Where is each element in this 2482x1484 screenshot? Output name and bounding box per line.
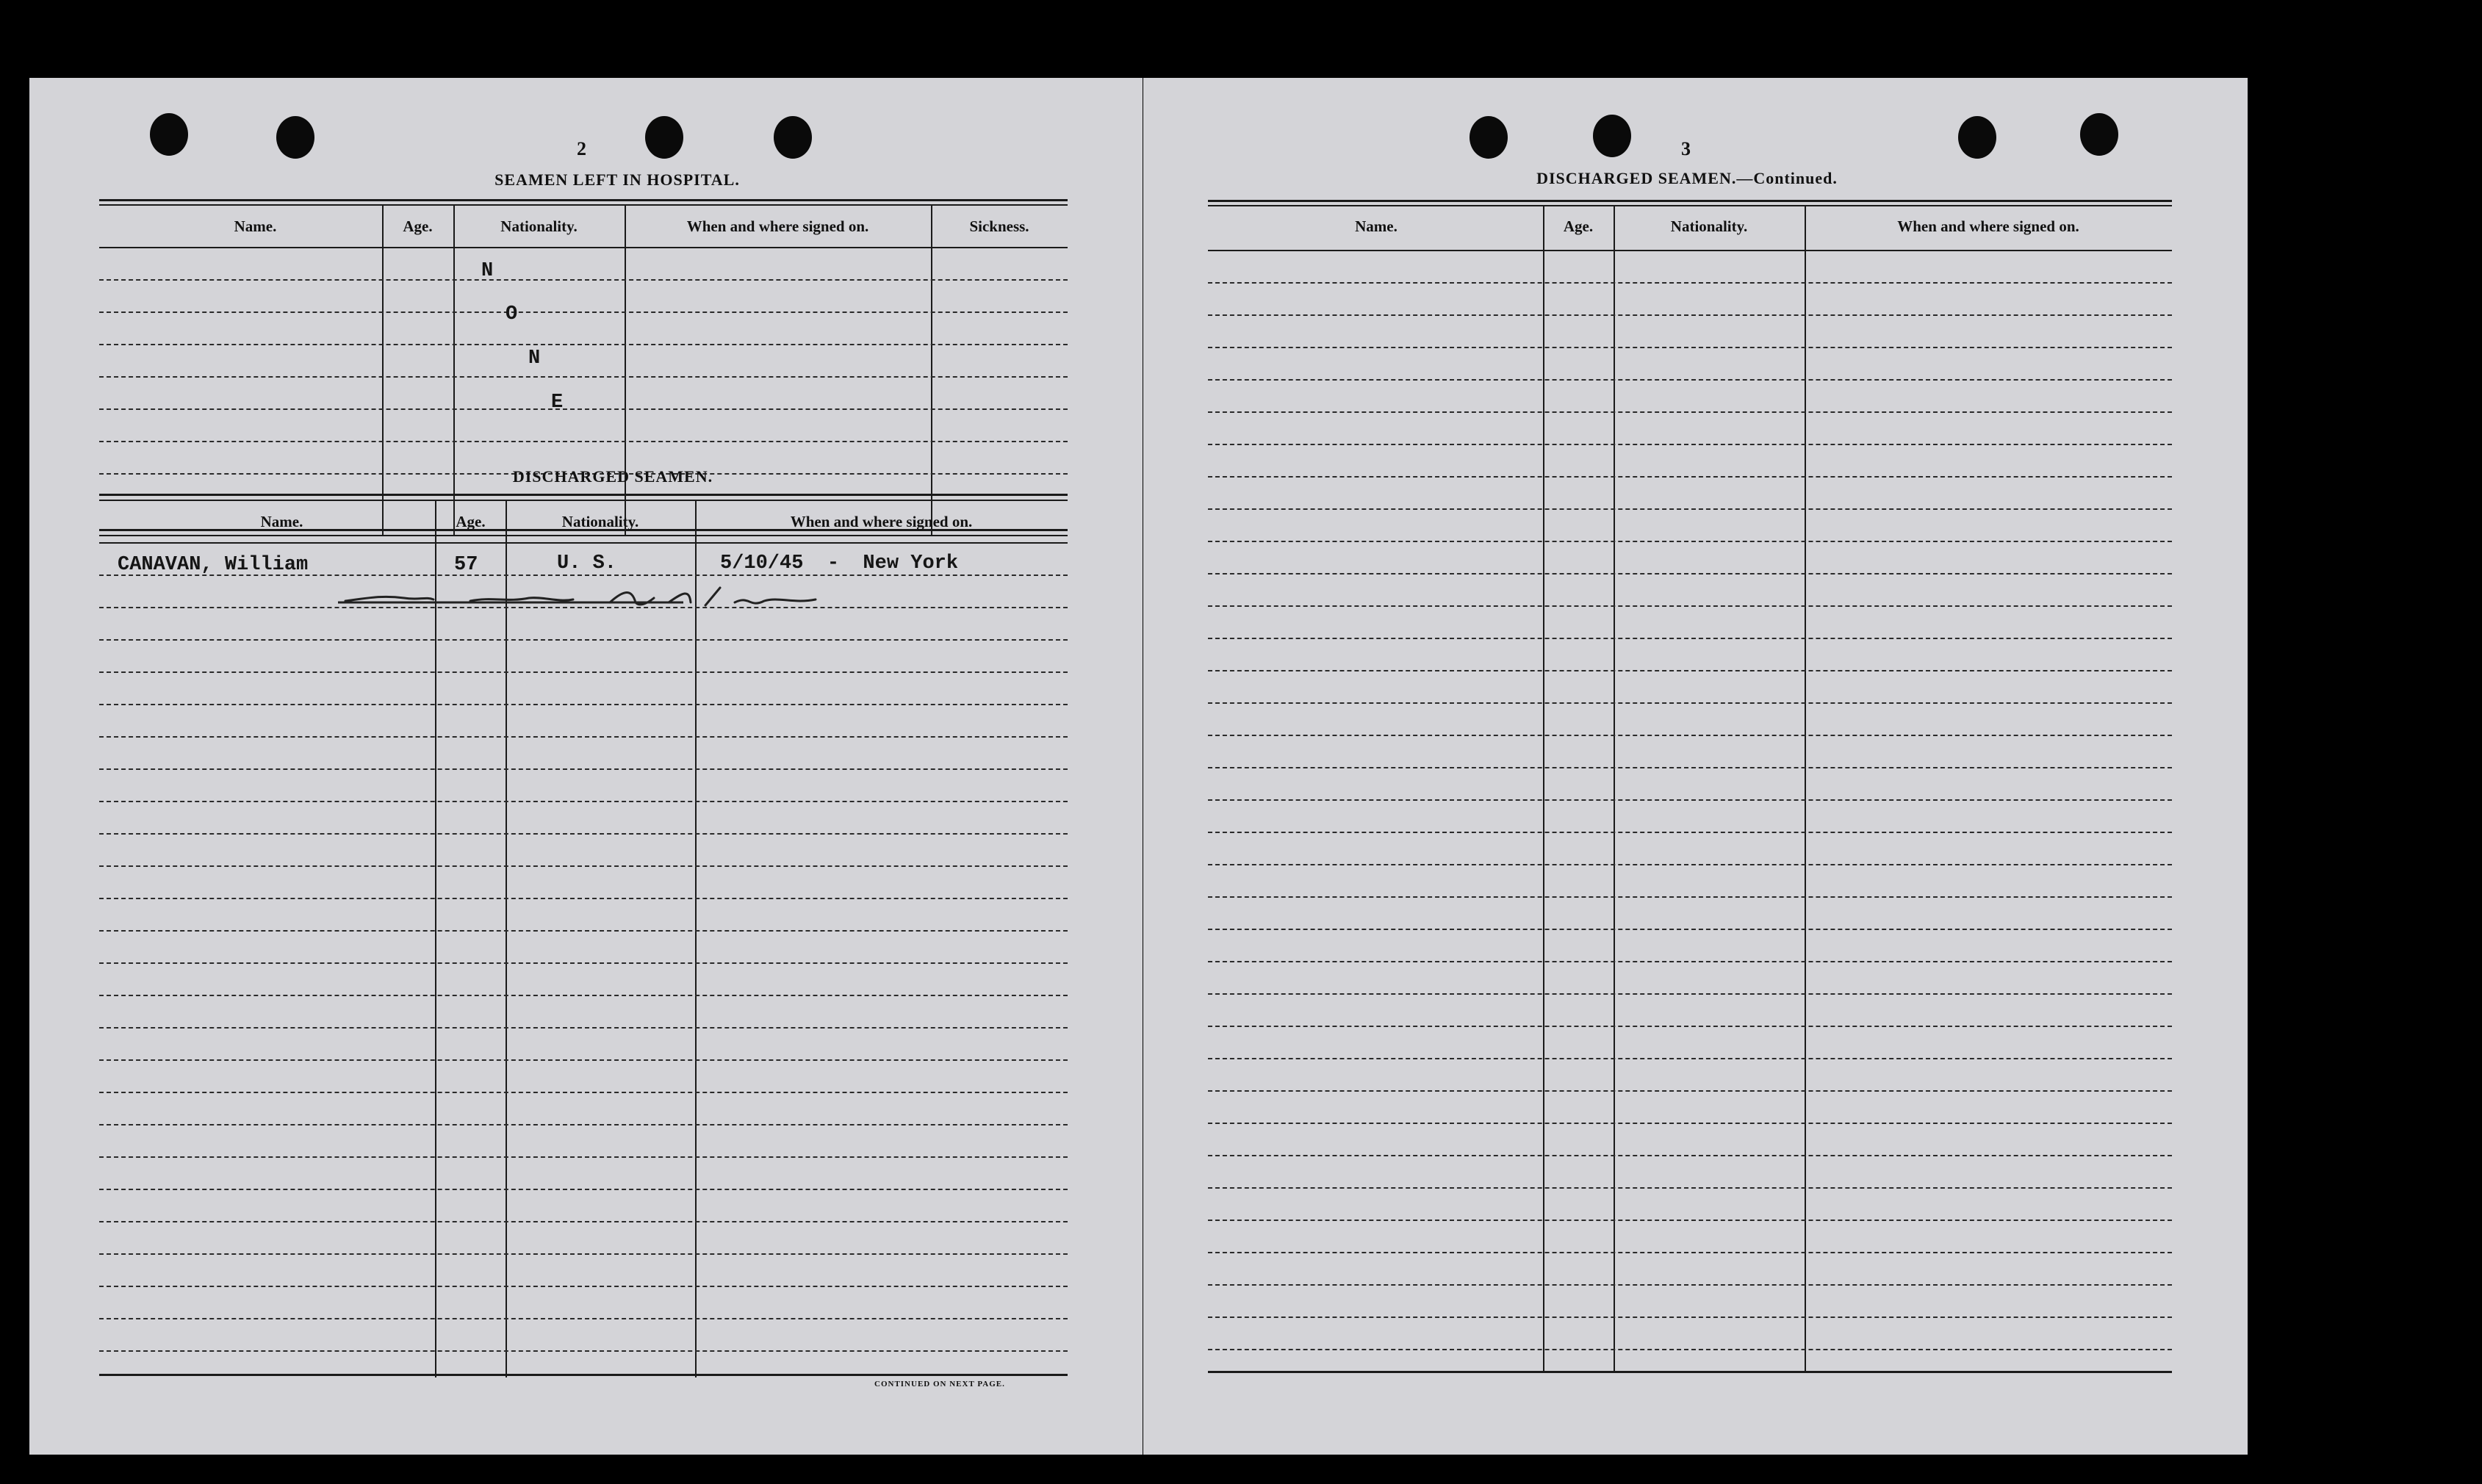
- seaman-nationality: U. S.: [557, 552, 617, 574]
- ruled-line: [99, 995, 1068, 996]
- handwritten-annotation: [338, 580, 838, 616]
- column-header-signed-on: When and where signed on.: [1897, 217, 2079, 235]
- ruled-line: [1208, 929, 2172, 930]
- hospital-section-title: SEAMEN LEFT IN HOSPITAL.: [494, 170, 740, 189]
- left-page: [29, 78, 1143, 1455]
- punch-hole: [1593, 115, 1631, 157]
- column-header-nationality: Nationality.: [1670, 217, 1748, 235]
- ruled-line: [1208, 1123, 2172, 1124]
- table-rule: [99, 204, 1068, 206]
- ruled-line: [1208, 1349, 2172, 1350]
- ruled-line: [1208, 961, 2172, 962]
- ruled-line: [99, 1092, 1068, 1093]
- ruled-line: [1208, 993, 2172, 995]
- ruled-line: [1208, 1252, 2172, 1253]
- ruled-line: [99, 865, 1068, 867]
- table-rule: [1208, 1371, 2172, 1373]
- none-letter: N: [481, 260, 494, 282]
- table-rule: [99, 500, 1068, 501]
- ruled-line: [99, 1156, 1068, 1158]
- table-rule: [99, 494, 1068, 496]
- ruled-line: [1208, 735, 2172, 736]
- table-rule: [99, 1374, 1068, 1376]
- ruled-line: [1208, 573, 2172, 574]
- ruled-line: [1208, 1220, 2172, 1221]
- discharged-section-title: DISCHARGED SEAMEN.: [512, 467, 713, 486]
- ruled-line: [1208, 1026, 2172, 1027]
- ruled-line: [1208, 1155, 2172, 1156]
- ruled-line: [1208, 379, 2172, 381]
- table-rule: [99, 199, 1068, 201]
- column-header-age: Age.: [403, 217, 433, 235]
- ruled-line: [1208, 541, 2172, 542]
- ruled-line: [99, 1286, 1068, 1287]
- punch-hole: [1958, 116, 1996, 159]
- ruled-line: [99, 1350, 1068, 1352]
- ruled-line: [99, 962, 1068, 964]
- punch-hole: [276, 116, 314, 159]
- column-header-name: Name.: [260, 513, 303, 530]
- ruled-line: [1208, 1187, 2172, 1189]
- ruled-line: [1208, 444, 2172, 445]
- ruled-line: [99, 1318, 1068, 1319]
- ruled-line: [1208, 638, 2172, 639]
- ruled-line: [1208, 282, 2172, 284]
- punch-hole: [2080, 113, 2118, 156]
- ruled-line: [99, 1059, 1068, 1061]
- continued-note: CONTINUED ON NEXT PAGE.: [874, 1380, 1005, 1388]
- ruled-line: [1208, 508, 2172, 510]
- ruled-line: [99, 1189, 1068, 1190]
- ruled-line: [99, 1124, 1068, 1125]
- ruled-line: [1208, 1316, 2172, 1318]
- discharged-continued-title: DISCHARGED SEAMEN.—Continued.: [1536, 169, 1838, 187]
- column-header-age: Age.: [1563, 217, 1594, 235]
- table-rule: [1208, 200, 2172, 202]
- ruled-line: [99, 671, 1068, 673]
- ruled-line: [99, 898, 1068, 899]
- ruled-line: [1208, 896, 2172, 898]
- ruled-line: [1208, 314, 2172, 316]
- ruled-line: [1208, 832, 2172, 833]
- column-header-name: Name.: [1355, 217, 1398, 235]
- column-header-age: Age.: [456, 513, 486, 530]
- ruled-line: [99, 930, 1068, 932]
- punch-hole: [150, 113, 188, 156]
- ruled-line: [99, 1221, 1068, 1222]
- seaman-signed-on: 5/10/45 - New York: [720, 552, 959, 574]
- discharged-continued-ruled-lines: [1208, 250, 2172, 1371]
- ruled-line: [99, 768, 1068, 770]
- ruled-line: [1208, 864, 2172, 865]
- ruled-line: [99, 833, 1068, 835]
- none-letter: O: [506, 303, 518, 325]
- ruled-line: [99, 1253, 1068, 1255]
- seaman-name: CANAVAN, William: [118, 554, 309, 576]
- punch-hole: [1470, 116, 1508, 159]
- table-rule: [1208, 205, 2172, 206]
- column-header-nationality: Nationality.: [500, 217, 578, 235]
- ruled-line: [99, 736, 1068, 738]
- column-header-name: Name.: [234, 217, 277, 235]
- ruled-line: [1208, 476, 2172, 478]
- ruled-line: [99, 639, 1068, 641]
- none-letter: N: [528, 347, 541, 370]
- table-rule: [99, 535, 1068, 536]
- punch-hole: [774, 116, 812, 159]
- ruled-line: [1208, 1058, 2172, 1059]
- ruled-line: [1208, 1090, 2172, 1092]
- ruled-line: [99, 704, 1068, 705]
- right-page: [1143, 78, 2248, 1455]
- column-header-sickness: Sickness.: [969, 217, 1029, 235]
- ruled-line: [99, 801, 1068, 802]
- ruled-line: [1208, 411, 2172, 413]
- ruled-line: [1208, 605, 2172, 607]
- ruled-line: [1208, 670, 2172, 671]
- none-letter: E: [551, 392, 564, 414]
- ruled-line: [1208, 702, 2172, 704]
- discharged-ruled-lines: [99, 542, 1068, 1376]
- page-number: 3: [1681, 138, 1691, 159]
- ruled-line: [1208, 1284, 2172, 1286]
- ruled-line: [99, 1027, 1068, 1029]
- column-header-signed-on: When and where signed on.: [686, 217, 869, 235]
- seaman-age: 57: [454, 554, 478, 576]
- column-header-nationality: Nationality.: [561, 513, 639, 530]
- ruled-line: [1208, 799, 2172, 801]
- punch-hole: [645, 116, 683, 159]
- page-number: 2: [577, 138, 586, 159]
- ruled-line: [1208, 347, 2172, 348]
- hospital-ruled-lines: [99, 247, 1068, 533]
- column-header-signed-on: When and where signed on.: [790, 513, 973, 530]
- ruled-line: [1208, 767, 2172, 768]
